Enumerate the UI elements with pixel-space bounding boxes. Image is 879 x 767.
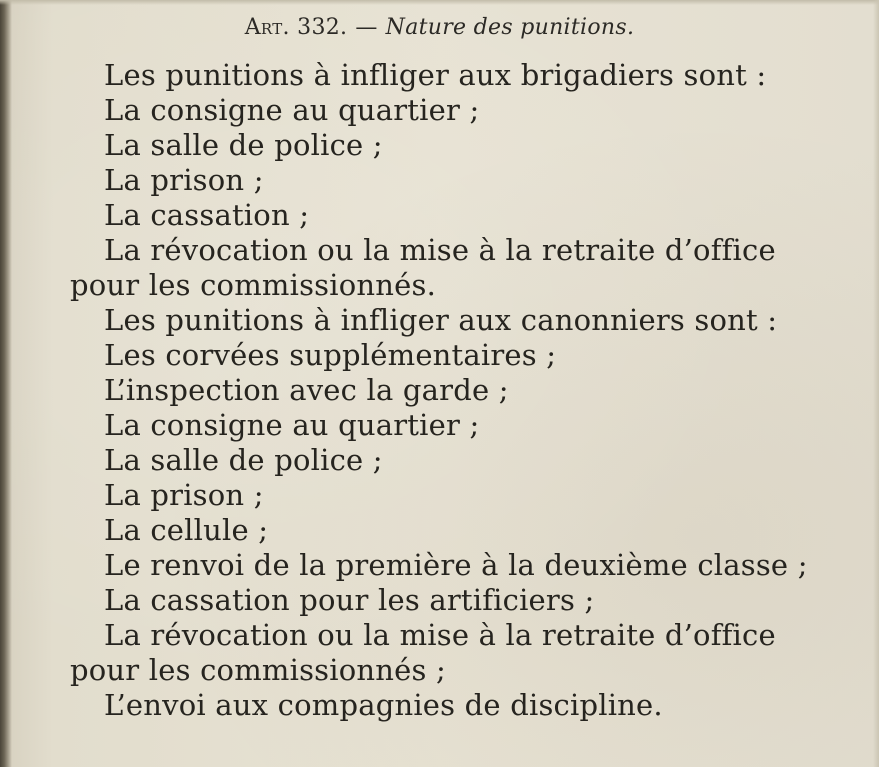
text-line: La salle de police ; xyxy=(104,128,383,162)
text-line: Les punitions à infliger aux brigadiers sont : xyxy=(104,58,767,92)
text-line: La cassation ; xyxy=(104,198,310,232)
text-line: Les punitions à infliger aux canonniers sont : xyxy=(104,303,778,337)
text-line: La prison ; xyxy=(104,163,264,197)
text-line: La consigne au quartier ; xyxy=(104,408,480,442)
text-line: La consigne au quartier ; xyxy=(104,93,480,127)
article-title: Nature des punitions. xyxy=(385,15,635,40)
text-line: La salle de police ; xyxy=(104,443,383,477)
text-line: pour les commissionnés ; xyxy=(70,653,446,687)
text-line: Les corvées supplémentaires ; xyxy=(104,338,557,372)
text-line: La cellule ; xyxy=(104,513,269,547)
text-line: La prison ; xyxy=(104,478,264,512)
article-number: Art. 332. xyxy=(244,15,348,40)
text-line: La cassation pour les artificiers ; xyxy=(104,583,595,617)
article-heading xyxy=(0,10,879,46)
text-line: La révocation ou la mise à la retraite d’office xyxy=(104,618,776,652)
text-line: L’inspection avec la garde ; xyxy=(104,373,509,407)
text-line: L’envoi aux compagnies de discipline. xyxy=(104,688,663,722)
article-separator: — xyxy=(355,15,378,40)
page-top-edge xyxy=(0,0,879,5)
page-right-edge xyxy=(873,0,879,767)
text-line: Le renvoi de la première à la deuxième classe ; xyxy=(104,548,808,582)
binding-edge xyxy=(0,0,12,767)
text-line: La révocation ou la mise à la retraite d’office xyxy=(104,233,776,267)
text-line: pour les commissionnés. xyxy=(70,268,437,302)
